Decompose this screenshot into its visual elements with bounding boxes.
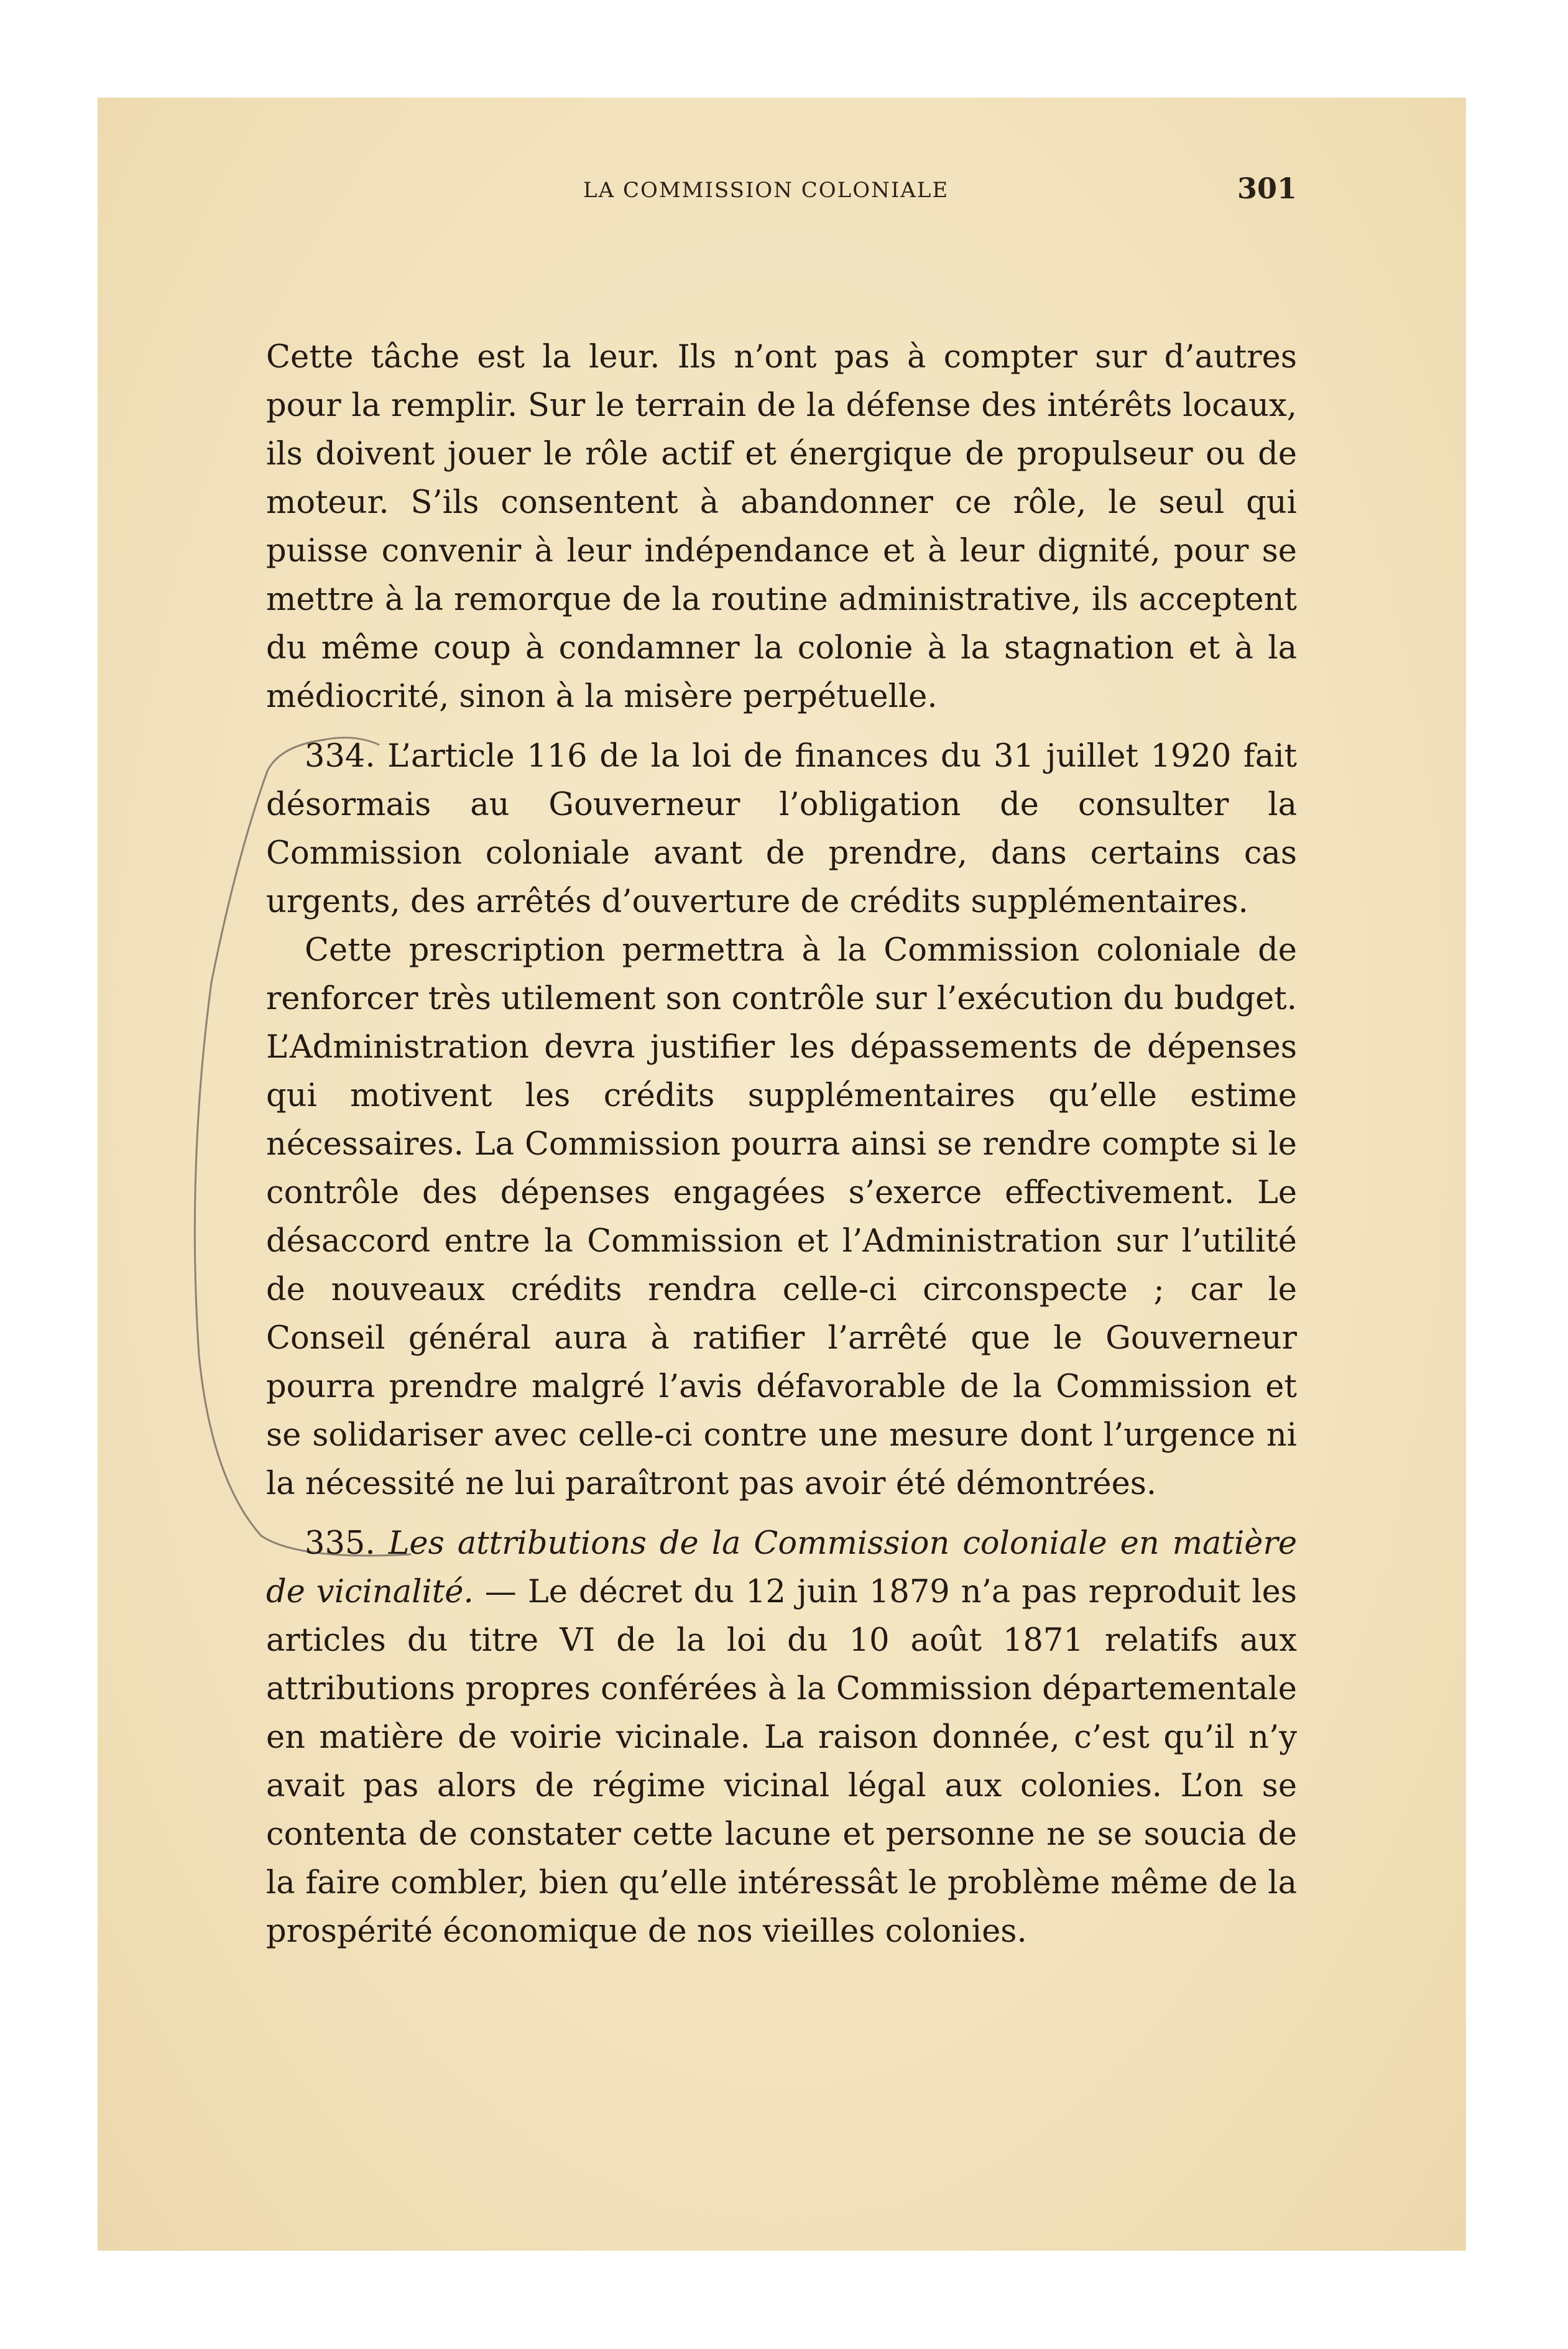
page-number: 301 xyxy=(1237,172,1297,205)
page-header xyxy=(266,167,1297,216)
section-number: 335. xyxy=(305,1525,376,1562)
paragraph-334-continued: Cette prescription permettra à la Commission coloniale de renforcer très utilement son contrôle sur l’exécution du budget. L’Administration devra justifier les dépassements de dépenses qui motivent les crédits supplémentaires qu’elle estime nécessaires. La Commission pourra ainsi se rendre compte si le contrôle des dépenses engagées s’exerce effectivement. Le désaccord entre la Commission et l’Administration sur l’utilité de nouveaux crédits rendra celle-ci circonspecte ; car le Conseil général aura à ratifier l’arrêté que le Gouverneur pourra prendre malgré l’avis défavorable de la Commission et se solidariser avec celle-ci contre une mesure dont l’urgence ni la nécessité ne lui paraîtront pas avoir été démontrées. xyxy=(266,932,1297,1502)
section-body: — Le décret du 12 juin 1879 n’a pas reproduit les articles du titre VI de la loi du 10 août 1871 relatifs aux attributions propres conférées à la Commission départementale en matière de voirie vicinale. La raison donnée, c’est qu’il n’y avait pas alors de régime vicinal légal aux colonies. L’on se contenta de constater cette lacune et personne ne se soucia de la faire combler, bien qu’elle intéressât le problème même de la prospérité économique de nos vieilles colonies. xyxy=(266,1574,1297,1950)
section-title: Les attributions de la Commission coloniale en matière de vicinalité. xyxy=(266,1525,1298,1610)
paragraph-335 xyxy=(266,1520,1297,1956)
body-text xyxy=(266,333,1297,1956)
paragraph-continued: Cette tâche est la leur. Ils n’ont pas à compter sur d’autres pour la remplir. Sur le terrain de la défense des intérêts locaux, ils doivent jouer le rôle actif et énergique de propulseur ou de moteur. S’ils consentent à abandonner ce rôle, le seul qui puisse convenir à leur indépendance et à leur dignité, pour se mettre à la remorque de la routine administrative, ils acceptent du même coup à condamner la colonie à la stagnation et à la médiocrité, sinon à la misère perpétuelle. xyxy=(266,339,1297,715)
running-head: LA COMMISSION COLONIALE xyxy=(583,178,949,203)
paragraph-334: 334. L’article 116 de la loi de finances du 31 juillet 1920 fait désormais au Gouverneur l’obligation de consulter la Commission coloniale avant de prendre, dans certains cas urgents, des arrêtés d’ouverture de crédits supplémentaires. xyxy=(266,738,1297,920)
